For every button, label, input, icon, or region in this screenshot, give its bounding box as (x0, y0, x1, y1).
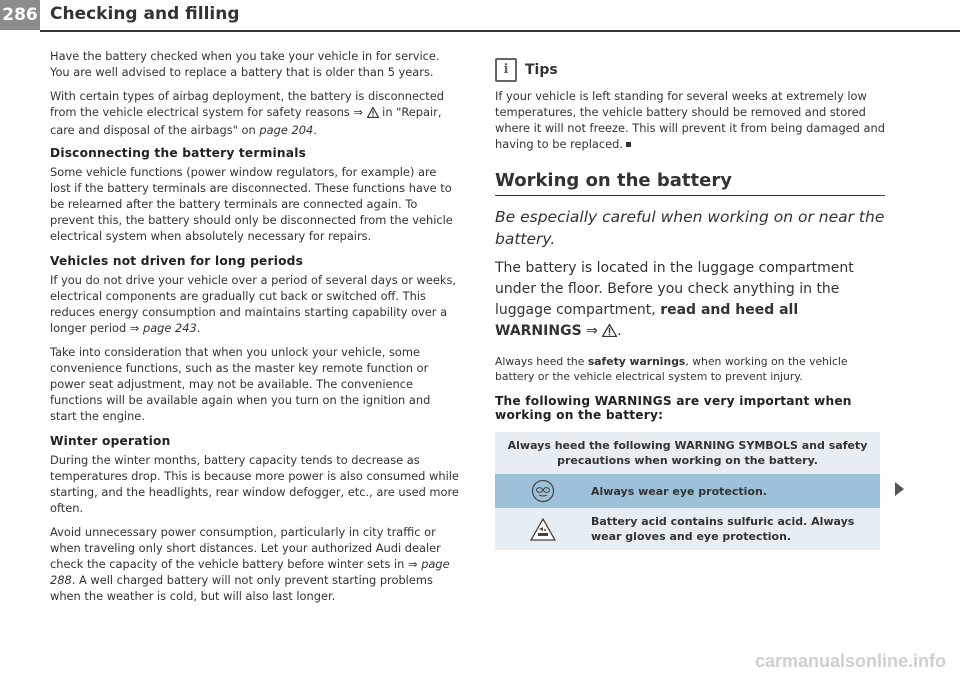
warning-text: Battery acid contains sulfuric acid. Always wear gloves and eye protection. (591, 515, 855, 543)
watermark: carmanualsonline.info (754, 651, 946, 671)
page-ref-243[interactable]: page 243 (142, 321, 197, 335)
paragraph-battery-check: Have the battery checked when you take your vehicle in for service. You are well advised to replace a battery that is older than 5 years. (50, 49, 440, 79)
tips-title: Tips (525, 62, 558, 78)
acid-warning-icon (495, 518, 591, 541)
page-ref-288[interactable]: page 288 (50, 557, 450, 587)
warning-triangle-icon (602, 323, 617, 344)
paragraph-disconnecting: Some vehicle functions (power window regulators, for example) are lost if the battery terminals are disconnected. These functions have to be relearned after the battery terminals are connected again. To prevent this, the battery should only be disconnected from the vehicle electrical system when absolutely necessary for repairs. (50, 165, 453, 243)
intro-text: Be especially careful when working on or near the battery. (495, 208, 885, 248)
heading-disconnecting: Disconnecting the battery terminals (50, 146, 307, 160)
paragraph-airbag: With certain types of airbag deployment, the battery is disconnected from the vehicle electrical system for safety reasons ⇒ in "Repair, care and disposal of the airbags" on page 204. (50, 89, 444, 137)
battery-location-text: The battery is located in the luggage compartment under the floor. Before you check anything in the luggage compartment, read and heed all WARNINGS ⇒ . (495, 258, 885, 344)
warning-row (495, 508, 880, 550)
left-column (50, 48, 460, 612)
page-header (0, 0, 960, 32)
heading-not-driven: Vehicles not driven for long periods (50, 254, 304, 268)
safety-warnings-text: Always heed the safety warnings, when working on the vehicle battery or the vehicle electrical system to prevent injury. (495, 355, 848, 383)
header-rule (40, 30, 960, 32)
paragraph-convenience: Take into consideration that when you unlock your vehicle, some convenience functions, such as the master key remote function or power seat adjustment, may not be available. The convenience functions will be available again when you turn on the ignition and start the engine. (50, 345, 431, 423)
page-ref-204[interactable]: page 204 (259, 123, 314, 137)
section-rule (495, 195, 885, 196)
tips-text: If your vehicle is left standing for several weeks at extremely low temperatures, the vehicle battery should be removed and stored where it will not freeze. This will prevent it from being damaged and having to be replaced. (495, 89, 885, 151)
warning-symbols-table (495, 432, 880, 550)
warning-text: Always wear eye protection. (591, 484, 767, 498)
continue-arrow-icon (895, 482, 904, 496)
warning-row (495, 474, 880, 508)
paragraph-winter: During the winter months, battery capacity tends to decrease as temperatures drop. This is because more power is also consumed while starting, and the headlights, rear window defogger, etc., are used more often. (50, 453, 459, 515)
warning-triangle-icon (367, 106, 379, 122)
info-icon: i (495, 58, 517, 82)
tips-body (495, 88, 885, 152)
section-heading-working-battery: Working on the battery (495, 170, 732, 191)
end-mark (626, 142, 631, 147)
paragraph-not-driven: If you do not drive your vehicle over a period of several days or weeks, electrical components are gradually cut back or switched off. This reduces energy consumption and maintains starting capability over a longer period ⇒ page 243. (50, 273, 457, 335)
section-title: Checking and filling (50, 4, 240, 24)
warning-table-caption: Always heed the following WARNING SYMBOLS and safety precautions when working on the battery. (507, 439, 868, 467)
right-column (495, 58, 885, 550)
page-number: 286 (0, 0, 40, 30)
heading-following-warnings: The following WARNINGS are very important when working on the battery: (495, 394, 852, 422)
eye-protection-icon (495, 479, 591, 503)
paragraph-power-consumption: Avoid unnecessary power consumption, particularly in city traffic or when traveling only short distances. Let your authorized Audi dealer check the capacity of the vehicle battery before winter sets in ⇒ page 288. A well charged battery will not only prevent starting problems when the weather is cold, but will also last longer. (50, 525, 450, 603)
tips-header (495, 58, 885, 82)
heading-winter: Winter operation (50, 434, 171, 448)
